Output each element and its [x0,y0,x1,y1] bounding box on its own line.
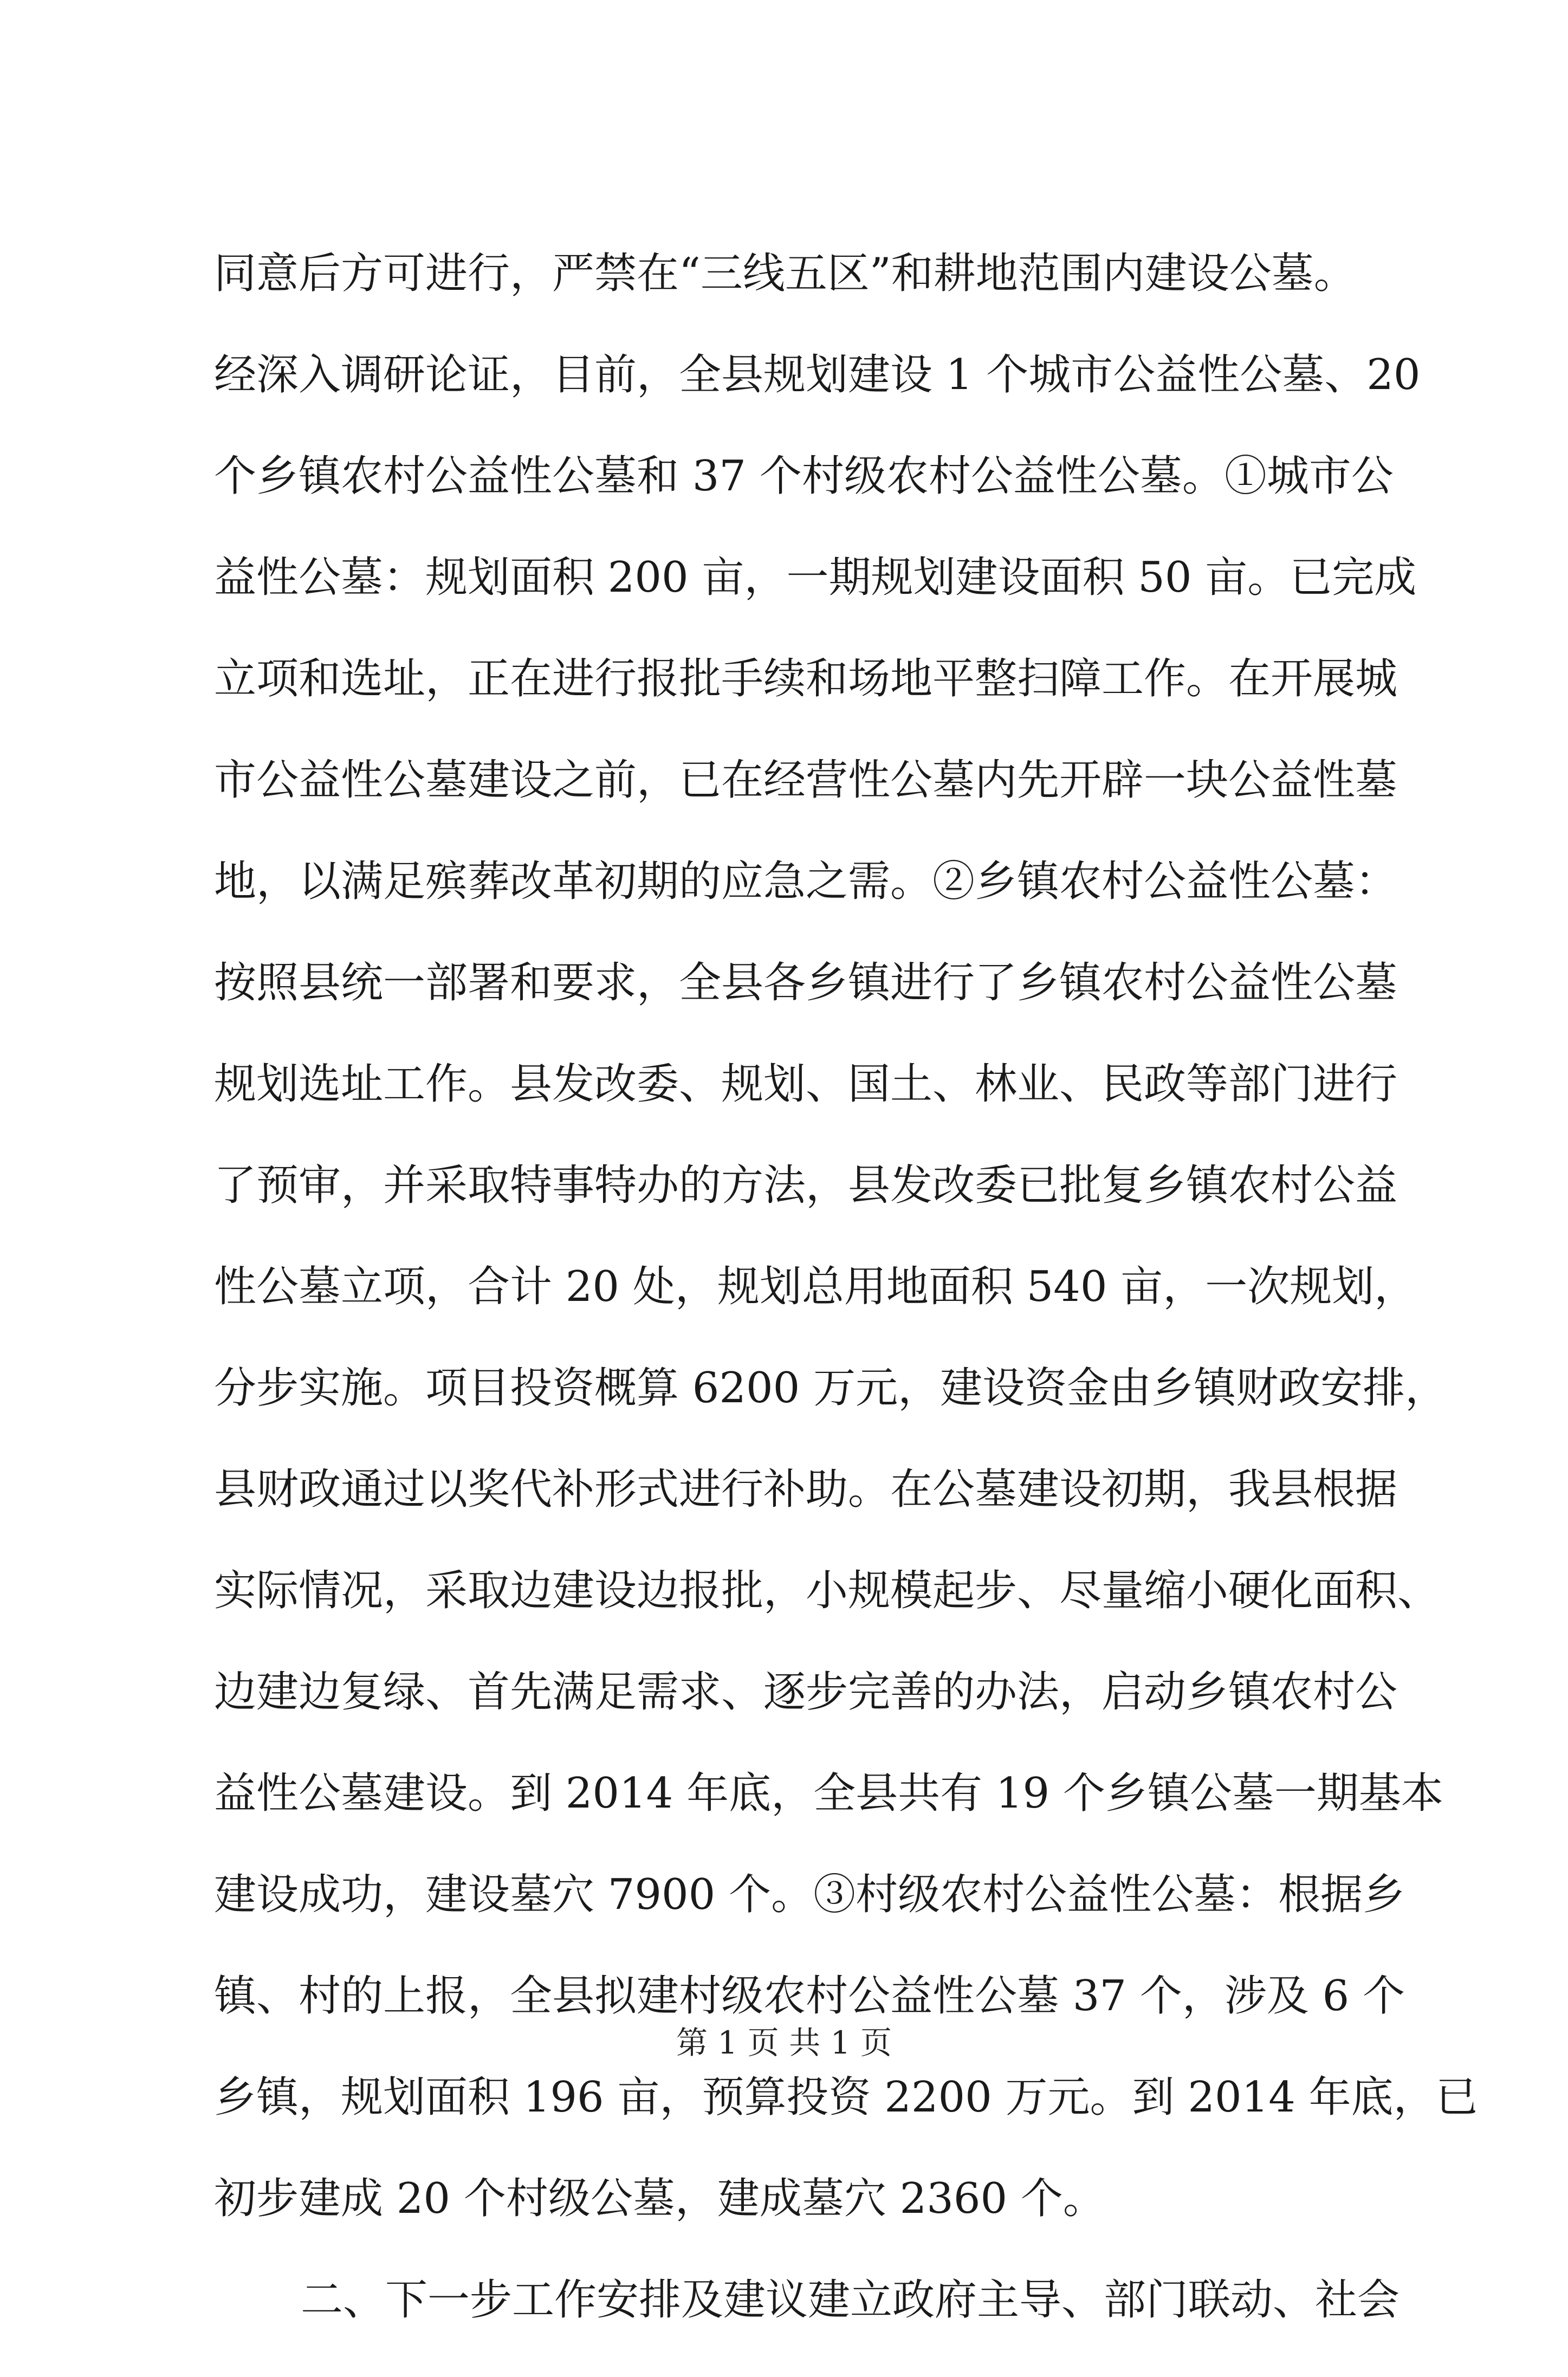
body-line-19: 乡镇，规划面积 196 亩，预算投资 2200 万元。到 2014 年底，已 [214,2073,1478,2122]
body-line-7: 地，以满足殡葬改革初期的应急之需。②乡镇农村公益性公墓： [214,857,1398,906]
body-line-5: 立项和选址，正在进行报批手续和场地平整扫障工作。在开展城 [214,655,1398,703]
page-number-label: 第 1 页 共 1 页 [676,2024,892,2061]
body-line-2: 经深入调研论证，目前，全县规划建设 1 个城市公益性公墓、20 [214,351,1421,399]
body-line-10: 了预审，并采取特事特办的方法，县发改委已批复乡镇农村公益 [214,1161,1398,1210]
body-line-6: 市公益性公墓建设之前，已在经营性公墓内先开辟一块公益性墓 [214,756,1398,805]
body-line-11: 性公墓立项，合计 20 处，规划总用地面积 540 亩，一次规划， [214,1262,1417,1311]
body-line-16: 益性公墓建设。到 2014 年底，全县共有 19 个乡镇公墓一期基本 [214,1769,1443,1818]
body-line-15: 边建边复绿、首先满足需求、逐步完善的办法，启动乡镇农村公 [214,1668,1398,1717]
body-line-18: 镇、村的上报，全县拟建村级农村公益性公墓 37 个，涉及 6 个 [214,1972,1405,2020]
page-footer [0,2024,1568,2062]
body-line-13: 县财政通过以奖代补形式进行补助。在公墓建设初期，我县根据 [214,1465,1398,1514]
body-line-1: 同意后方可进行，严禁在“三线五区”和耕地范围内建设公墓。 [214,249,1356,298]
body-line-20: 初步建成 20 个村级公墓，建成墓穴 2360 个。 [214,2174,1105,2223]
section-heading: 二、下一步工作安排及建议建立政府主导、部门联动、社会 [301,2276,1400,2324]
body-line-17: 建设成功，建设墓穴 7900 个。③村级农村公益性公墓：根据乡 [214,1870,1405,1919]
body-line-9: 规划选址工作。县发改委、规划、国土、林业、民政等部门进行 [214,1060,1398,1109]
body-line-8: 按照县统一部署和要求，全县各乡镇进行了乡镇农村公益性公墓 [214,958,1398,1007]
body-line-3: 个乡镇农村公益性公墓和 37 个村级农村公益性公墓。①城市公 [214,452,1394,501]
body-line-4: 益性公墓：规划面积 200 亩，一期规划建设面积 50 亩。已完成 [214,553,1417,602]
body-line-12: 分步实施。项目投资概算 6200 万元，建设资金由乡镇财政安排， [214,1364,1448,1413]
body-line-14: 实际情况，采取边建设边报批，小规模起步、尽量缩小硬化面积、 [214,1566,1440,1615]
